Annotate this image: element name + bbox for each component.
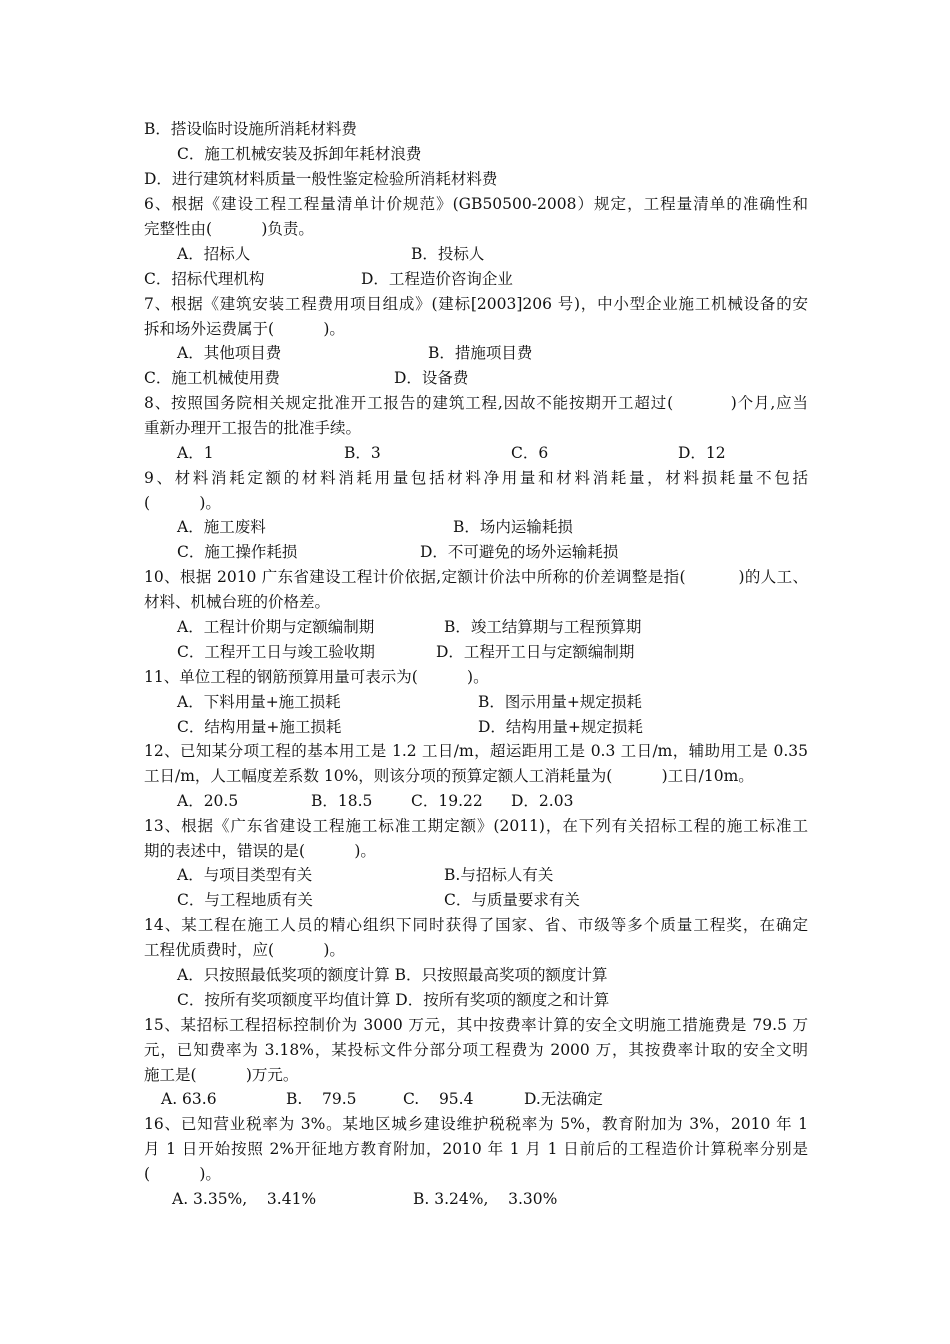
option-a: A．与项目类型有关 [177, 866, 313, 884]
option-a: A．20.5 [177, 792, 239, 810]
question-16 [144, 1114, 808, 1189]
option-line: C．施工机械安装及拆卸年耗材浪费 [177, 145, 422, 163]
option-d: D．工程开工日与定额编制期 [436, 643, 635, 661]
option-c: C．工程开工日与竣工验收期 [177, 643, 375, 661]
question-line: 15、某招标工程招标控制价为 3000 万元，其中按费率计算的安全文明施工措施费是 79.5 万 [144, 1016, 808, 1034]
question-line: 14、某工程在施工人员的精心组织下同时获得了国家、省、市级等多个质量工程奖，在确定 [144, 916, 808, 934]
option-b: B. 3.24%, 3.30% [413, 1190, 558, 1208]
question-line: 拆和场外运费属于( )。 [144, 320, 345, 338]
question-9 [144, 468, 808, 518]
option-a: A. 63.6 [161, 1090, 217, 1108]
option-b: B. 79.5 [286, 1090, 357, 1108]
question-line: 工日/m，人工幅度差系数 10%，则该分项的预算定额人工消耗量为( )工日/10m。 [144, 767, 754, 785]
question-line: 期的表述中，错误的是( )。 [144, 842, 376, 860]
option-a: A．施工废料 [177, 518, 266, 536]
option-c: C．6 [511, 444, 549, 462]
option-c: C．施工操作耗损 [177, 543, 298, 561]
question-line: 施工是( )万元。 [144, 1066, 299, 1084]
question-line: 元，已知费率为 3.18%，某投标文件分部分项工程费为 2000 万，其按费率计取的安全文明 [144, 1041, 808, 1059]
question-7 [144, 294, 808, 344]
option-b: B．3 [344, 444, 381, 462]
option-c: C．19.22 [411, 792, 483, 810]
option-line: B．搭设临时设施所消耗材料费 [144, 120, 357, 138]
option-a: A. 3.35%, 3.41% [172, 1190, 317, 1208]
question-11: 11、单位工程的钢筋预算用量可表示为( )。 [144, 668, 489, 686]
question-line: 8、按照国务院相关规定批准开工报告的建筑工程,因故不能按期开工超过( )个月,应当 [144, 394, 808, 412]
question-line: 7、根据《建筑安装工程费用项目组成》(建标[2003]206 号)，中小型企业施工机械设备的安 [144, 295, 808, 313]
option-c: C．结构用量+施工损耗 [177, 718, 342, 736]
question-line: 10、根据 2010 广东省建设工程计价依据,定额计价法中所称的价差调整是指( )的人工、 [144, 568, 808, 586]
question-line: ( )。 [144, 1165, 221, 1183]
question-line: 13、根据《广东省建设工程施工标准工期定额》(2011)，在下列有关招标工程的施工标准工 [144, 817, 808, 835]
option-b: B．投标人 [411, 245, 485, 263]
question-line: 12、已知某分项工程的基本用工是 1.2 工日/m，超运距用工是 0.3 工日/m，辅助用工是 0.35 [144, 742, 808, 760]
option-b: B．措施项目费 [428, 344, 533, 362]
question-12 [144, 741, 808, 791]
question-line: 工程优质费时，应( )。 [144, 941, 345, 959]
question-line: 月 1 日开始按照 2%开征地方教育附加，2010 年 1 月 1 日前后的工程造价计算税率分别是 [144, 1140, 808, 1158]
option-a: A．下料用量+施工损耗 [177, 693, 341, 711]
option-d: D．12 [678, 444, 726, 462]
question-line: ( )。 [144, 494, 221, 512]
question-15 [144, 1015, 808, 1090]
option-d: C．与质量要求有关 [444, 891, 580, 909]
option-a: A．1 [177, 444, 214, 462]
option-a: A．其他项目费 [177, 344, 282, 362]
question-13 [144, 816, 808, 866]
option-c: C．招标代理机构 [144, 270, 265, 288]
option-b: B．竣工结算期与工程预算期 [444, 618, 642, 636]
question-6 [144, 194, 808, 244]
option-b: B．场内运输耗损 [453, 518, 573, 536]
option-c: C．与工程地质有关 [177, 891, 313, 909]
question-line: 9、材料消耗定额的材料消耗用量包括材料净用量和材料消耗量，材料损耗量不包括 [144, 469, 808, 487]
option-line: D．进行建筑材料质量一般性鉴定检验所消耗材料费 [144, 170, 498, 188]
option-c: C．施工机械使用费 [144, 369, 280, 387]
question-line: 重新办理开工报告的批准手续。 [144, 419, 362, 437]
question-line: 16、已知营业税率为 3%。某地区城乡建设维护税税率为 5%，教育附加为 3%，2010 年 1 [144, 1115, 808, 1133]
option-b: B.与招标人有关 [444, 866, 554, 884]
question-line: 材料、机械台班的价格差。 [144, 593, 331, 611]
option-d: D．2.03 [511, 792, 574, 810]
option-d: D．结构用量+规定损耗 [478, 718, 643, 736]
question-line: 完整性由( )负责。 [144, 220, 314, 238]
question-10 [144, 567, 808, 617]
option-d: D．不可避免的场外运输耗损 [420, 543, 619, 561]
question-14 [144, 915, 808, 965]
option-cd: C．按所有奖项额度平均值计算 D．按所有奖项的额度之和计算 [177, 991, 610, 1009]
option-b: B．图示用量+规定损耗 [478, 693, 642, 711]
option-d: D.无法确定 [524, 1090, 603, 1108]
question-8 [144, 393, 808, 443]
option-d: D．设备费 [394, 369, 469, 387]
option-c: C. 95.4 [403, 1090, 474, 1108]
option-a: A．工程计价期与定额编制期 [177, 618, 375, 636]
option-a: A．招标人 [177, 245, 251, 263]
option-d: D．工程造价咨询企业 [361, 270, 513, 288]
option-ab: A．只按照最低奖项的额度计算 B．只按照最高奖项的额度计算 [177, 966, 608, 984]
question-line: 6、根据《建设工程工程量清单计价规范》(GB50500-2008）规定，工程量清单的准确性和 [144, 195, 808, 213]
option-b: B．18.5 [311, 792, 373, 810]
